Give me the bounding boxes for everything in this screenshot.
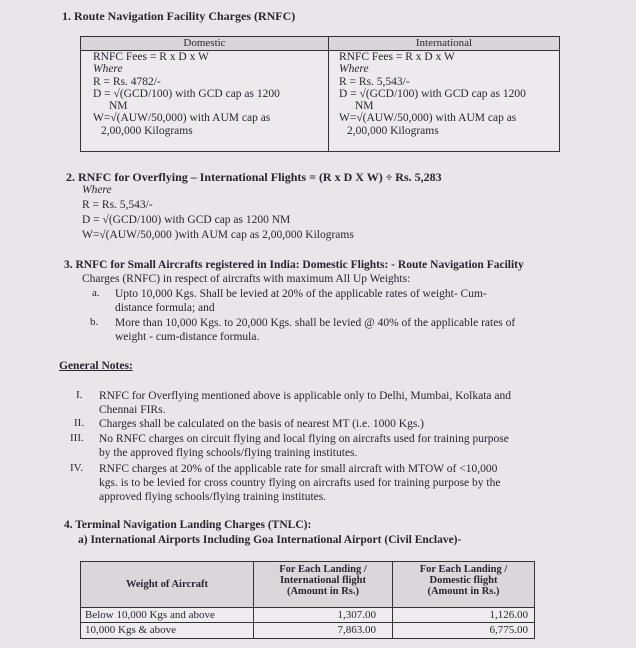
domestic-line: 2,00,000 Kilograms [101, 124, 193, 137]
item-marker: a. [92, 287, 100, 299]
note-i-cont: Chennai FIRs. [99, 404, 166, 416]
row-international: 7,863.00 [337, 624, 376, 636]
international-line: D = √(GCD/100) with GCD cap as 1200 [339, 87, 526, 100]
column-divider [392, 607, 393, 638]
section4-subtitle: a) International Airports Including Goa International Airport (Civil Enclave)- [78, 534, 462, 546]
note-iii: No RNFC charges on circuit flying and local flying on aircrafts used for training purpose [99, 433, 509, 445]
domestic-line: R = Rs. 4782/- [93, 75, 161, 88]
item-marker: b. [90, 316, 99, 328]
international-landing-header [254, 562, 393, 607]
row-weight: Below 10,000 Kgs and above [85, 609, 215, 621]
section2-title: 2. RNFC for Overflying – International Flights = (R x D X W) ÷ Rs. 5,283 [66, 170, 442, 184]
tnlc-table [80, 561, 535, 639]
note-marker: II. [74, 417, 85, 429]
section3-item-a-cont: distance formula; and [115, 302, 215, 314]
note-iv-cont: kgs. is to be levied for cross country flying on aircrafts used for training purpose by the [99, 477, 501, 489]
section3-item-b-cont: weight - cum-distance formula. [115, 331, 260, 343]
international-line: R = Rs. 5,543/- [339, 75, 410, 88]
domestic-line: Where [93, 63, 123, 76]
header-line: For Each Landing / [279, 564, 367, 575]
domestic-line: D = √(GCD/100) with GCD cap as 1200 [93, 87, 280, 100]
general-notes-title: General Notes: [59, 360, 133, 372]
row-domestic: 1,126.00 [489, 609, 528, 621]
section3-item-a: Upto 10,000 Kgs. Shall be levied at 20% of the applicable rates of weight- Cum- [115, 288, 487, 300]
section3-line2: Charges (RNFC) in respect of aircrafts with maximum All Up Weights: [82, 273, 411, 285]
section2-line: R = Rs. 5,543/- [82, 199, 153, 211]
note-marker: I. [76, 389, 83, 401]
international-line: W=√(AUW/50,000) with AUM cap as [339, 112, 517, 125]
international-line: Where [339, 63, 369, 76]
header-line: Domestic flight [429, 575, 498, 586]
section4-title: 4. Terminal Navigation Landing Charges (TNLC): [64, 519, 312, 531]
international-header: International [329, 37, 559, 51]
table-divider [328, 37, 329, 151]
header-line: International flight [279, 575, 367, 586]
table-row [81, 607, 534, 622]
table-row [81, 622, 534, 637]
domestic-cell [93, 51, 280, 137]
rnfc-table [80, 36, 560, 152]
domestic-line: W=√(AUW/50,000) with AUM cap as [93, 112, 271, 125]
row-weight: 10,000 Kgs & above [85, 624, 177, 636]
note-marker: III. [70, 432, 84, 444]
column-divider [253, 607, 254, 638]
section3-item-b: More than 10,000 Kgs. to 20,000 Kgs. shall be levied @ 40% of the applicable rates of [115, 317, 516, 329]
section2-line: W=√(AUW/50,000 )with AUM cap as 2,00,000 Kilograms [82, 229, 354, 241]
domestic-line: NM [109, 100, 128, 113]
section1-title: 1. Route Navigation Facility Charges (RNFC) [62, 9, 296, 23]
row-domestic: 6,775.00 [489, 624, 528, 636]
note-marker: IV. [70, 462, 83, 474]
section3-title: 3. RNFC for Small Aircrafts registered in India: Domestic Flights: - Route Navigation Facility [64, 259, 524, 271]
international-cell [339, 51, 526, 137]
international-line: 2,00,000 Kilograms [347, 124, 439, 137]
domestic-header: Domestic [81, 37, 328, 51]
note-i: RNFC for Overflying mentioned above is applicable only to Delhi, Mumbai, Kolkata and [99, 390, 512, 402]
international-line: RNFC Fees = R x D x W [339, 51, 455, 63]
domestic-line: RNFC Fees = R x D x W [93, 51, 209, 63]
header-line: For Each Landing / [419, 564, 508, 575]
header-line: (Amount in Rs.) [427, 586, 500, 597]
domestic-landing-header [393, 562, 534, 607]
section2-line: D = √(GCD/100) with GCD cap as 1200 NM [82, 214, 291, 226]
note-iv-cont2: approved flying schools/flying training institutes. [99, 491, 327, 503]
weight-header: Weight of Aircraft [81, 562, 254, 607]
note-iii-cont: by the approved flying schools/flying training institutes. [99, 447, 358, 459]
header-line: (Amount in Rs.) [286, 586, 360, 597]
row-international: 1,307.00 [337, 609, 376, 621]
section2-where: Where [82, 184, 112, 196]
international-line: NM [355, 100, 374, 113]
note-ii: Charges shall be calculated on the basis of nearest MT (i.e. 1000 Kgs.) [99, 418, 425, 430]
note-iv: RNFC charges at 20% of the applicable rate for small aircraft with MTOW of <10,000 [99, 463, 498, 475]
